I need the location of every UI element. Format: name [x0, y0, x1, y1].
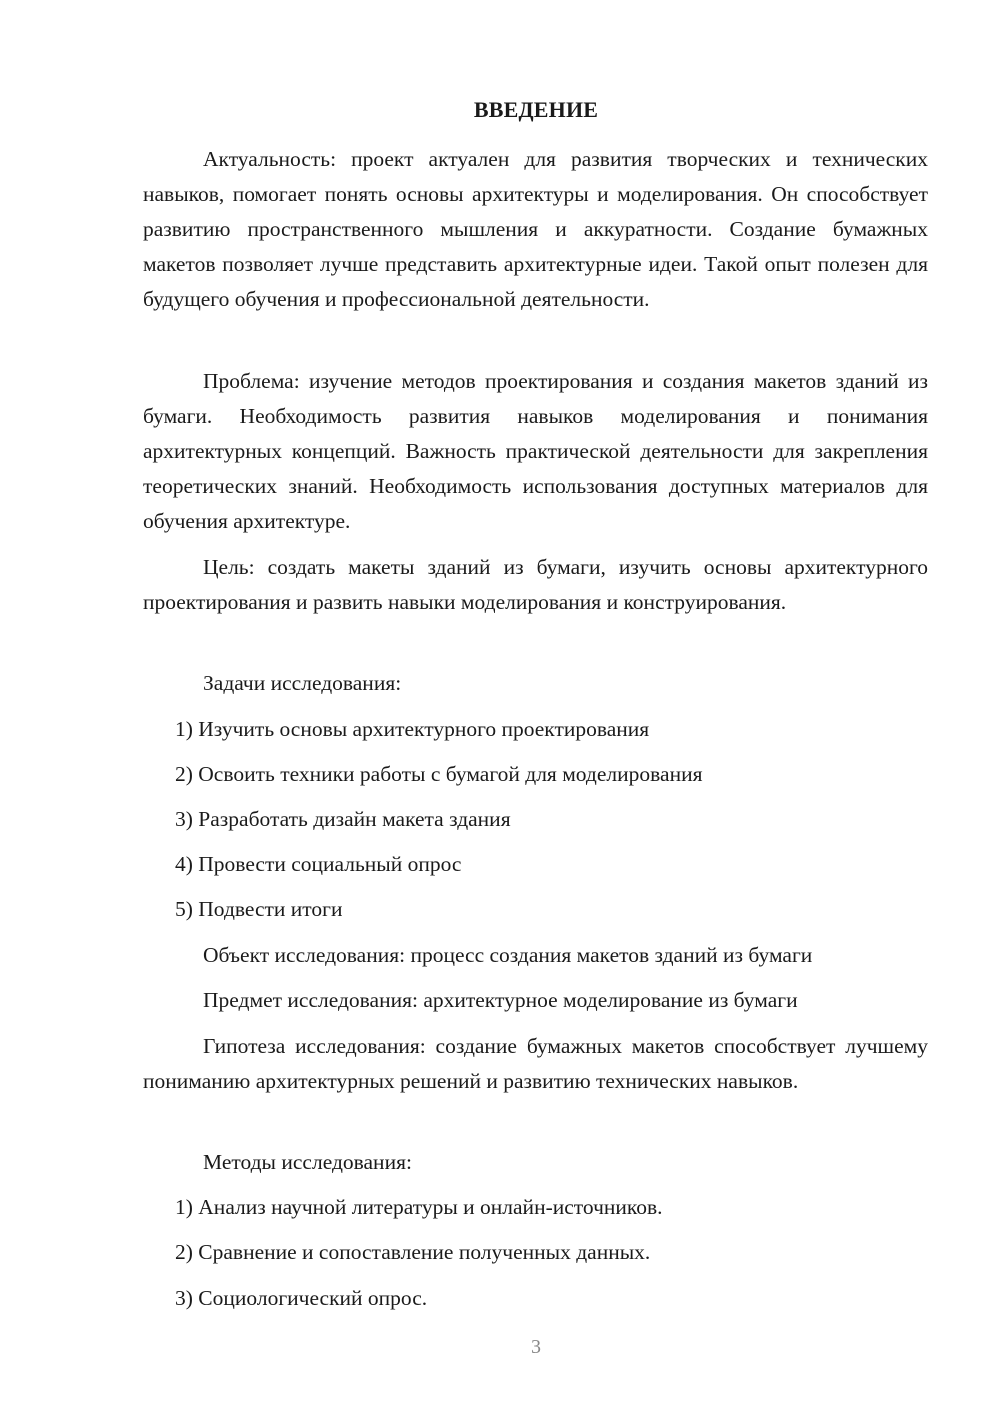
method-item: 2) Сравнение и сопоставление полученных данных. — [175, 1240, 651, 1264]
method-item: 3) Социологический опрос. — [175, 1286, 428, 1310]
methods-heading: Методы исследования: — [203, 1150, 412, 1174]
page-number: 3 — [531, 1336, 541, 1358]
research-object: Объект исследования: процесс создания макетов зданий из бумаги — [203, 943, 813, 967]
task-item: 2) Освоить техники работы с бумагой для моделирования — [175, 762, 703, 786]
page-title: ВВЕДЕНИЕ — [473, 97, 599, 122]
method-item: 1) Анализ научной литературы и онлайн-источников. — [175, 1195, 663, 1219]
tasks-heading: Задачи исследования: — [203, 671, 402, 695]
problem-paragraph: Проблема: изучение методов проектирования и создания макетов зданий из бумаги. Необходимость развития навыков моделирования и понимания архитектурных концепций. Важность практической деятельности для закрепления теоретических знаний. Необходимость использования доступных материалов для обучения архитектуре. — [143, 369, 928, 533]
hypothesis-paragraph: Гипотеза исследования: создание бумажных макетов способствует лучшему пониманию архитектурных решений и развитию технических навыков. — [143, 1034, 928, 1093]
task-item: 4) Провести социальный опрос — [175, 852, 462, 876]
task-item: 3) Разработать дизайн макета здания — [175, 807, 511, 831]
relevance-paragraph: Актуальность: проект актуален для развития творческих и технических навыков, помогает понять основы архитектуры и моделирования. Он способствует развитию пространственного мышления и аккуратности. Создание бумажных макетов позволяет лучше представить архитектурные идеи. Такой опыт полезен для будущего обучения и профессиональной деятельности. — [143, 147, 928, 311]
task-item: 1) Изучить основы архитектурного проектирования — [175, 717, 650, 741]
goal-paragraph: Цель: создать макеты зданий из бумаги, изучить основы архитектурного проектирования и развить навыки моделирования и конструирования. — [143, 555, 928, 614]
research-subject: Предмет исследования: архитектурное моделирование из бумаги — [203, 988, 798, 1012]
task-item: 5) Подвести итоги — [175, 897, 343, 921]
